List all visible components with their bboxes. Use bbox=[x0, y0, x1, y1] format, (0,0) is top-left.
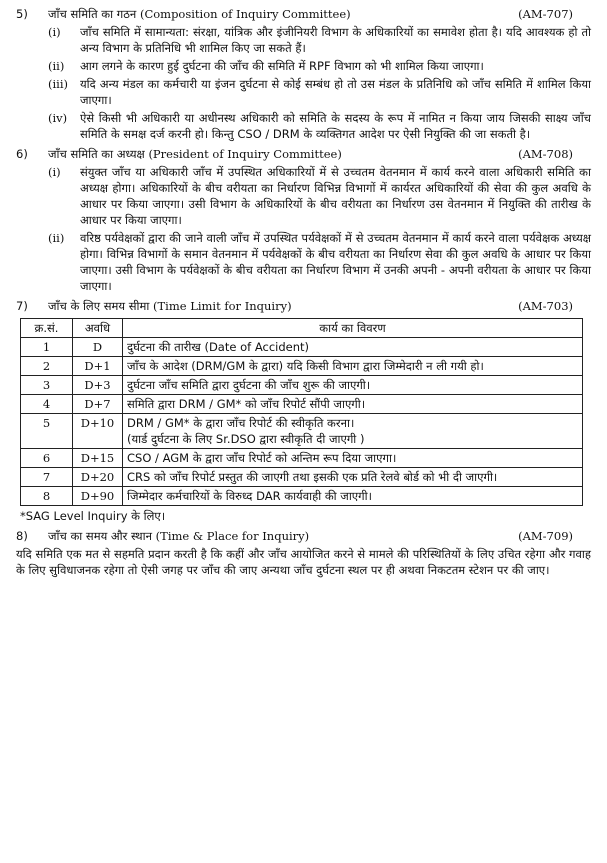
table-header-row bbox=[21, 319, 583, 338]
section-6-heading bbox=[16, 146, 591, 162]
table-row: 1 D दुर्घटना की तारीख (Date of Accident) bbox=[21, 338, 583, 357]
section-8-heading bbox=[16, 528, 591, 544]
list-item: (ii) वरिष्ठ पर्यवेक्षकों द्वारा की जाने वाली जाँच में उपस्थित पर्यवेक्षकों में से उच्चतम वेतनमान में कार्य करने वाला पर्यवेक्षक अध्यक्ष होगा। विभिन्न विभागों के समान वेतनमान में पर्यवेक्षकों के बीच वरीयता का निर्धारण सेवा की कुल अवधि के आधार पर किया जाएगा। उसी विभाग के पर्यवेक्षकों के बीच वरीयता का निर्धारण विभाग में उनकी अपनी - अपनी वरीयता के आधार पर किया जाएगा। bbox=[48, 231, 591, 293]
document-page bbox=[0, 6, 607, 863]
section-number: 6) bbox=[16, 147, 28, 161]
list-item: (i) जाँच समिति में सामान्यता: संरक्षा, यांत्रिक और इंजीनियरी विभाग के अधिकारियों का समावेश होता है। यदि आवश्यक हो तो अन्य विभाग के प्रतिनिधि भी शामिल किए जा सकते हैं। bbox=[48, 25, 591, 55]
table-row: 5 D+10 DRM / GM* के द्वारा जाँच रिपोर्ट की स्वीकृति करना। (यार्ड दुर्घटना के लिए Sr.DSO द्वारा स्वीकृति दी जाएगी ) bbox=[21, 414, 583, 449]
table-row: 8 D+90 जिम्मेदार कर्मचारियों के विरुध्द DAR कार्यवाही की जाएगी। bbox=[21, 487, 583, 506]
table-row: 3 D+3 दुर्घटना जाँच समिति द्वारा दुर्घटना की जाँच शुरू की जाएगी। bbox=[21, 376, 583, 395]
section-title: जाँच के लिए समय सीमा (Time Limit for Inquiry) bbox=[48, 299, 292, 313]
section-number: 7) bbox=[16, 299, 28, 313]
table-row: 2 D+1 जाँच के आदेश (DRM/GM के द्वारा) यदि किसी विभाग द्वारा जिम्मेदारी न ली गयी हो। bbox=[21, 357, 583, 376]
time-limit-table bbox=[20, 318, 583, 506]
section-5-heading bbox=[16, 6, 591, 22]
section-code: (AM-703) bbox=[518, 299, 573, 313]
section-7-heading bbox=[16, 298, 591, 314]
list-item: (iv) ऐसे किसी भी अधिकारी या अधीनस्थ अधिकारी को समिति के सदस्य के रूप में नामित न किया जाय जिसकी साक्ष्य जाँच समिति के समक्ष दर्ज करनी हो। किन्तु CSO / DRM के व्यक्तिगत आदेश पर ऐसी नियुक्ति की जा सकती है। bbox=[48, 111, 591, 141]
section-title: जाँच का समय और स्थान (Time & Place for Inquiry) bbox=[48, 529, 310, 543]
table-footnote: *SAG Level Inquiry के लिए। bbox=[20, 509, 166, 523]
section-number: 8) bbox=[16, 529, 28, 543]
section-code: (AM-707) bbox=[518, 7, 573, 21]
section-code: (AM-708) bbox=[518, 147, 573, 161]
list-item: (iii) यदि अन्य मंडल का कर्मचारी या इंजन दुर्घटना से कोई सम्बंध हो तो उस मंडल के प्रतिनिधि को जाँच समिति में शामिल किया जाएगा। bbox=[48, 77, 591, 107]
table-row: 6 D+15 CSO / AGM के द्वारा जाँच रिपोर्ट को अन्तिम रूप दिया जाएगा। bbox=[21, 449, 583, 468]
column-header: अवधि bbox=[73, 319, 123, 338]
table-row: 7 D+20 CRS को जाँच रिपोर्ट प्रस्तुत की जाएगी तथा इसकी एक प्रति रेलवे बोर्ड को भी दी जाएगी। bbox=[21, 468, 583, 487]
section-number: 5) bbox=[16, 7, 28, 21]
list-item: (i) संयुक्त जाँच या अधिकारी जाँच में उपस्थित अधिकारियों में से उच्चतम वेतनमान में कार्य करने वाला अधिकारी समिति का अध्यक्ष होगा। अधिकारियों के बीच वरीयता का निर्धारण विभिन्न विभागों में कार्यरत अधिकारियों की सेवा की कुल अवधि के आधार पर किया जाएगा। उसी विभाग के अधिकारियों के बीच वरीयता का निर्धारण उस वेतनमान में नियुक्ति की तारीख के आधार पर किया जाएगा। bbox=[48, 165, 591, 227]
column-header: कार्य का विवरण bbox=[123, 319, 583, 338]
section-title: जाँच समिति का अध्यक्ष (President of Inquiry Committee) bbox=[48, 147, 342, 161]
section-title: जाँच समिति का गठन (Composition of Inquiry Committee) bbox=[48, 7, 351, 21]
section-8-paragraph: यदि समिति एक मत से सहमति प्रदान करती है कि कहीं और जाँच आयोजित करने से मामले की परिस्थितियों के लिए उचित रहेगा और गवाह के लिए सुविधाजनक रहेगा तो ऐसी जगह पर जाँच की जाए अन्यथा जाँच दुर्घटना स्थल पर ही अथवा निकटतम स्टेशन पर की जाए। bbox=[16, 547, 591, 577]
column-header: क्र.सं. bbox=[21, 319, 73, 338]
list-item: (ii) आग लगने के कारण हुई दुर्घटना की जाँच की समिति में RPF विभाग को भी शामिल किया जाएगा। bbox=[48, 59, 484, 73]
table-row: 4 D+7 समिति द्वारा DRM / GM* को जाँच रिपोर्ट सौंपी जाएगी। bbox=[21, 395, 583, 414]
section-code: (AM-709) bbox=[518, 529, 573, 543]
